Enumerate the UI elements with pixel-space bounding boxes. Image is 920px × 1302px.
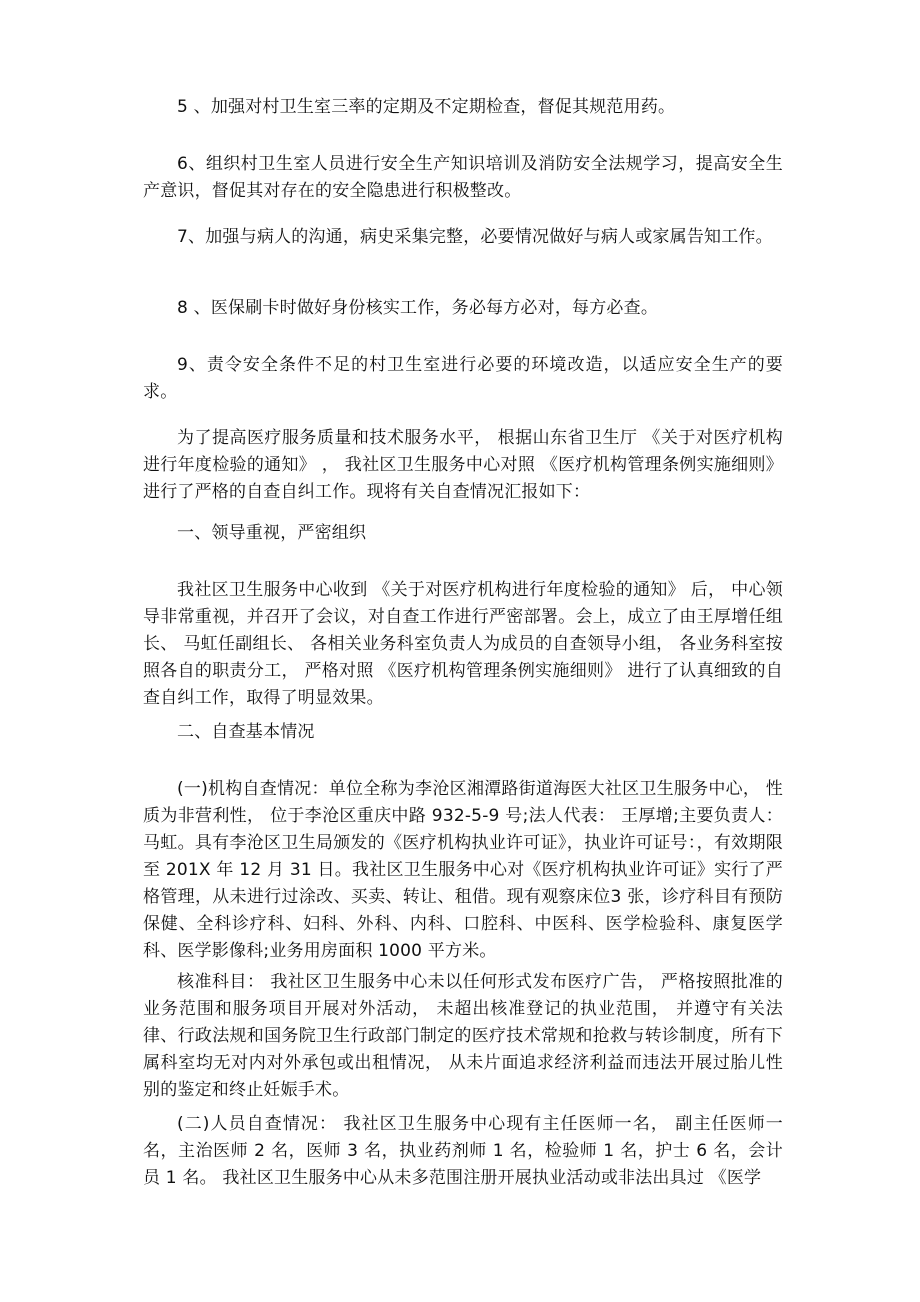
paragraph-item-8: 8 、医保刷卡时做好身份核实工作，务必每方必对，每方必查。: [177, 298, 659, 318]
paragraph-item-9: 9、责令安全条件不足的村卫生室进行必要的环境改造，以适应安全生产的要求。: [143, 355, 783, 402]
section-heading-1: 一、领导重视，严密组织: [177, 523, 367, 543]
paragraph-approved-subjects: 核准科目： 我社区卫生服务中心未以任何形式发布医疗广告， 严格按照批准的业务范围和服务项目开展对外活动， 未超出核准登记的执业范围， 并遵守有关法律、行政法规和国务院卫生行政部门制定的医疗技术常规和抢救与转诊制度，所有下属科室均无对内对外承包或出租情况， 从未片面追求经济利益而违法开展过胎儿性别的鉴定和终止妊娠手术。: [143, 972, 783, 1100]
paragraph-item-7: 7、加强与病人的沟通，病史采集完整，必要情况做好与病人或家属告知工作。: [177, 227, 773, 247]
paragraph-item-6: 6、组织村卫生室人员进行安全生产知识培训及消防安全法规学习，提高安全生产意识，督促其对存在的安全隐患进行积极整改。: [143, 154, 783, 201]
paragraph-institution-check: (一)机构自查情况：单位全称为李沧区湘潭路街道海医大社区卫生服务中心， 性质为非营利性， 位于李沧区重庆中路 932-5-9 号;法人代表： 王厚增;主要负责人：马虹。具有李沧区卫生局颁发的《医疗机构执业许可证》，执业许可证号：，有效期限至 201X 年 12 月 31 日。我社区卫生服务中心对《医疗机构执业许可证》实行了严格管理，从未进行过涂改、买卖、转让、租借。现有观察床位3 张，诊疗科目有预防保健、全科诊疗科、妇科、外科、内科、口腔科、中医科、医学检验科、康复医学科、医学影像科;业务用房面积 1000 平方米。: [143, 779, 783, 961]
paragraph-intro: 为了提高医疗服务质量和技术服务水平， 根据山东省卫生厅 《关于对医疗机构进行年度检验的通知》 ， 我社区卫生服务中心对照 《医疗机构管理条例实施细则》进行了严格的自查自纠工作。现将有关自查情况汇报如下：: [143, 428, 783, 502]
paragraph-personnel-check: (二)人员自查情况： 我社区卫生服务中心现有主任医师一名， 副主任医师一名，主治医师 2 名，医师 3 名，执业药剂师 1 名，检验师 1 名，护士 6 名，会计员 1 名。 我社区卫生服务中心从未多范围注册开展执业活动或非法出具过 《医学: [143, 1114, 783, 1188]
paragraph-item-5: 5 、加强对村卫生室三率的定期及不定期检查，督促其规范用药。: [177, 97, 676, 117]
paragraph-leadership: 我社区卫生服务中心收到 《关于对医疗机构进行年度检验的通知》 后， 中心领导非常重视，并召开了会议，对自查工作进行严密部署。会上，成立了由王厚增任组长、 马虹任副组长、 各相关业务科室负责人为成员的自查领导小组， 各业务科室按照各自的职责分工， 严格对照 《医疗机构管理条例实施细则》 进行了认真细致的自查自纠工作，取得了明显效果。: [143, 580, 783, 708]
section-heading-2: 二、自查基本情况: [177, 722, 315, 742]
